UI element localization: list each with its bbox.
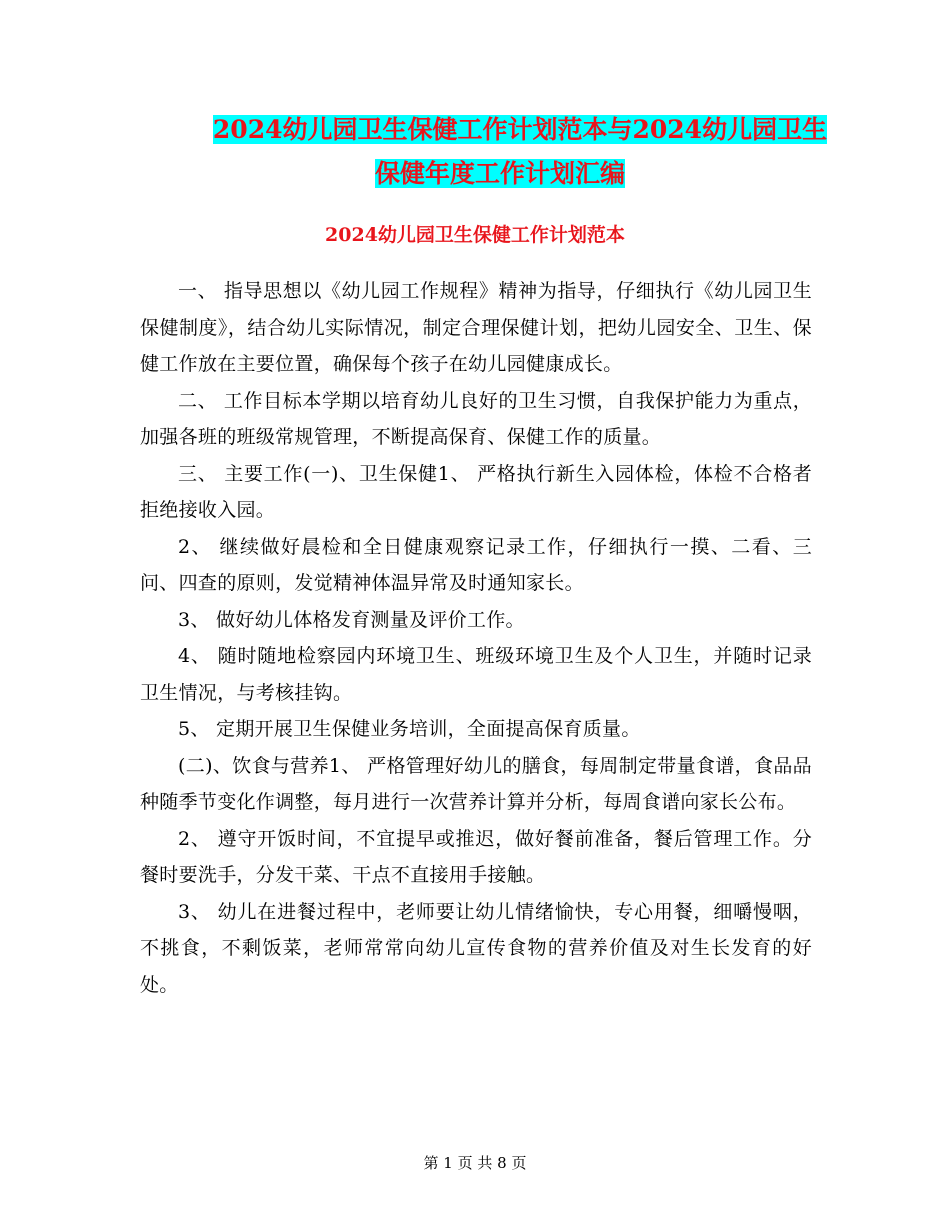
paragraph: 2、 继续做好晨检和全日健康观察记录工作，仔细执行一摸、二看、三问、四查的原则，发觉精神体温异常及时通知家长。 <box>140 535 812 594</box>
paragraph: (二)、饮食与营养1、 严格管理好幼儿的膳食，每周制定带量食谱，食品品种随季节变化作调整，每月进行一次营养计算并分析，每周食谱向家长公布。 <box>140 754 812 813</box>
paragraph: 5、 定期开展卫生保健业务培训，全面提高保育质量。 <box>178 718 641 740</box>
document-title-line-2 <box>140 157 860 191</box>
section-title: 2024幼儿园卫生保健工作计划范本 <box>325 224 625 246</box>
page-footer: 第 1 页 共 8 页 <box>423 1154 527 1172</box>
title-highlight-2: 保健年度工作计划汇编 <box>374 159 625 188</box>
paragraph: 3、 幼儿在进餐过程中，老师要让幼儿情绪愉快，专心用餐，细嚼慢咽，不挑食，不剩饭菜，老师常常向幼儿宣传食物的营养价值及对生长发育的好处。 <box>140 900 812 996</box>
paragraph: 三、 主要工作(一)、卫生保健1、 严格执行新生入园体检，体检不合格者拒绝接收入园。 <box>140 462 812 521</box>
paragraph: 4、 随时随地检察园内环境卫生、班级环境卫生及个人卫生，并随时记录卫生情况，与考核挂钩。 <box>140 645 812 704</box>
paragraph: 二、 工作目标本学期以培育幼儿良好的卫生习惯，自我保护能力为重点，加强各班的班级常规管理，不断提高保育、保健工作的质量。 <box>140 389 812 448</box>
title-highlight-1: 2024幼儿园卫生保健工作计划范本与2024幼儿园卫生 <box>212 115 828 144</box>
document-title-line-1 <box>150 113 850 147</box>
paragraph: 2、 遵守开饭时间，不宜提早或推迟，做好餐前准备，餐后管理工作。分餐时要洗手，分发干菜、干点不直接用手接触。 <box>140 827 812 886</box>
paragraph: 3、 做好幼儿体格发育测量及评价工作。 <box>178 608 525 631</box>
paragraph: 一、 指导思想以《幼儿园工作规程》精神为指导，仔细执行《幼儿园卫生保健制度》，结合幼儿实际情况，制定合理保健计划，把幼儿园安全、卫生、保健工作放在主要位置，确保每个孩子在幼儿园健康成长。 <box>140 280 812 375</box>
body-text <box>140 273 812 1003</box>
